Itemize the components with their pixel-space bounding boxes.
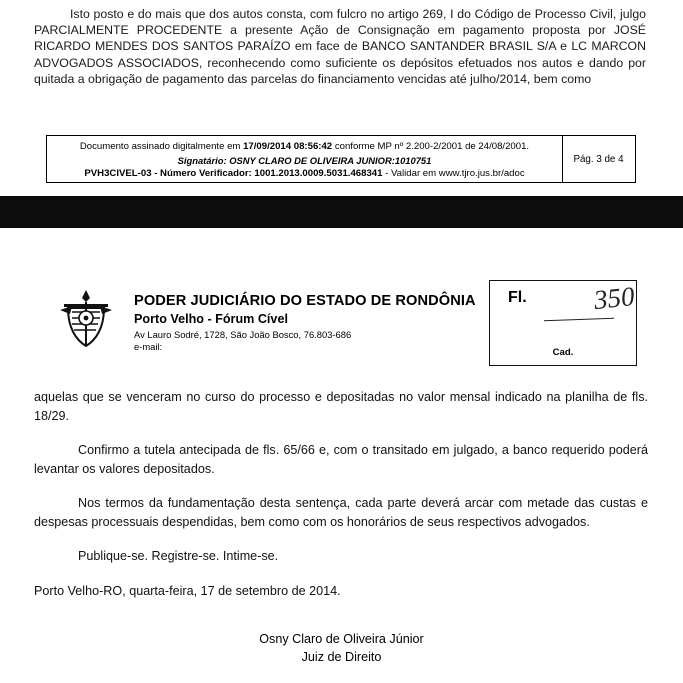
top-paragraph: Isto posto e do mais que dos autos consta, com fulcro no artigo 269, I do Código de Processo Civil, julgo PARCIALMENTE PROCEDENTE a presente Ação de Consignação em pagamento proposta por JOSÉ RICARDO MENDES DOS SANTOS PARAÍZO em face de BANCO SANTANDER BRASIL S/A e LC MARCON ADVOGADOS ASSOCIADOS, reconhecendo como suficiente os depósitos efetuados nos autos e dando por quitada a obrigação de pagamento das parcelas do financiamento vencidas até julho/2014, bem como [34,7,646,86]
coat-of-arms-icon [56,288,116,350]
judge-name: Osny Claro de Oliveira Júnior [259,632,424,646]
body-paragraph-3: Nos termos da fundamentação desta sentença, cada parte deverá arcar com metade das custas e despesas processuais despendidas, bem como com os honorários de seus respectivos advogados. [34,496,648,529]
top-paragraph-block [34,6,646,87]
court-address: Av Lauro Sodré, 1728, São João Bosco, 76.803-686 [134,329,352,340]
court-title: PODER JUDICIÁRIO DO ESTADO DE RONDÔNIA [134,293,476,309]
letterhead-text [134,292,476,353]
body-paragraph-5: Porto Velho-RO, quarta-feira, 17 de setembro de 2014. [34,583,341,598]
judge-role: Juiz de Direito [301,650,382,664]
signature-line-3 [47,167,562,181]
court-email-label: e-mail: [134,341,163,352]
folio-label: Fl. [508,289,527,306]
signature-suffix: conforme MP nº 2.200-2/2001 de 24/08/2001. [332,141,530,152]
body-paragraph-1: aquelas que se venceram no curso do processo e depositadas no valor mensal indicado na planilha de fls. 18/29. [34,390,648,423]
signature-line-1 [47,140,562,154]
signature-line-2: Signatário: OSNY CLARO DE OLIVEIRA JUNIOR:1010751 [177,154,432,166]
page-separator [0,196,683,228]
cad-label: Cad. [552,347,574,358]
signature-validate-url: - Validar em www.tjro.jus.br/adoc [382,168,525,180]
signature-datetime: 17/09/2014 08:56:42 [243,141,333,152]
signature-prefix: Documento assinado digitalmente em [79,141,244,152]
body-paragraph-4: Publique-se. Registre-se. Intime-se. [78,549,279,563]
folio-stamp-box [489,280,637,366]
digital-signature-stamp [46,135,636,183]
page-number-label: Pág. 3 de 4 [573,153,624,165]
body-paragraph-2: Confirmo a tutela antecipada de fls. 65/66 e, com o transitado em julgado, a banco requerido poderá levantar os valores depositados. [34,443,648,476]
folio-number: 350 [592,280,636,316]
document-page-fragment-top [0,0,683,196]
signature-verifier: PVH3CIVEL-03 - Número Verificador: 1001.2013.0009.5031.468341 [84,168,383,180]
document-page-bottom [0,228,683,683]
signature-stamp-text [47,136,563,182]
judge-signature-block [0,630,683,666]
sentence-body [34,388,648,616]
folio-underline [544,318,614,321]
folio-handwriting-area [534,280,636,331]
court-subtitle: Porto Velho - Fórum Cível [134,312,288,326]
